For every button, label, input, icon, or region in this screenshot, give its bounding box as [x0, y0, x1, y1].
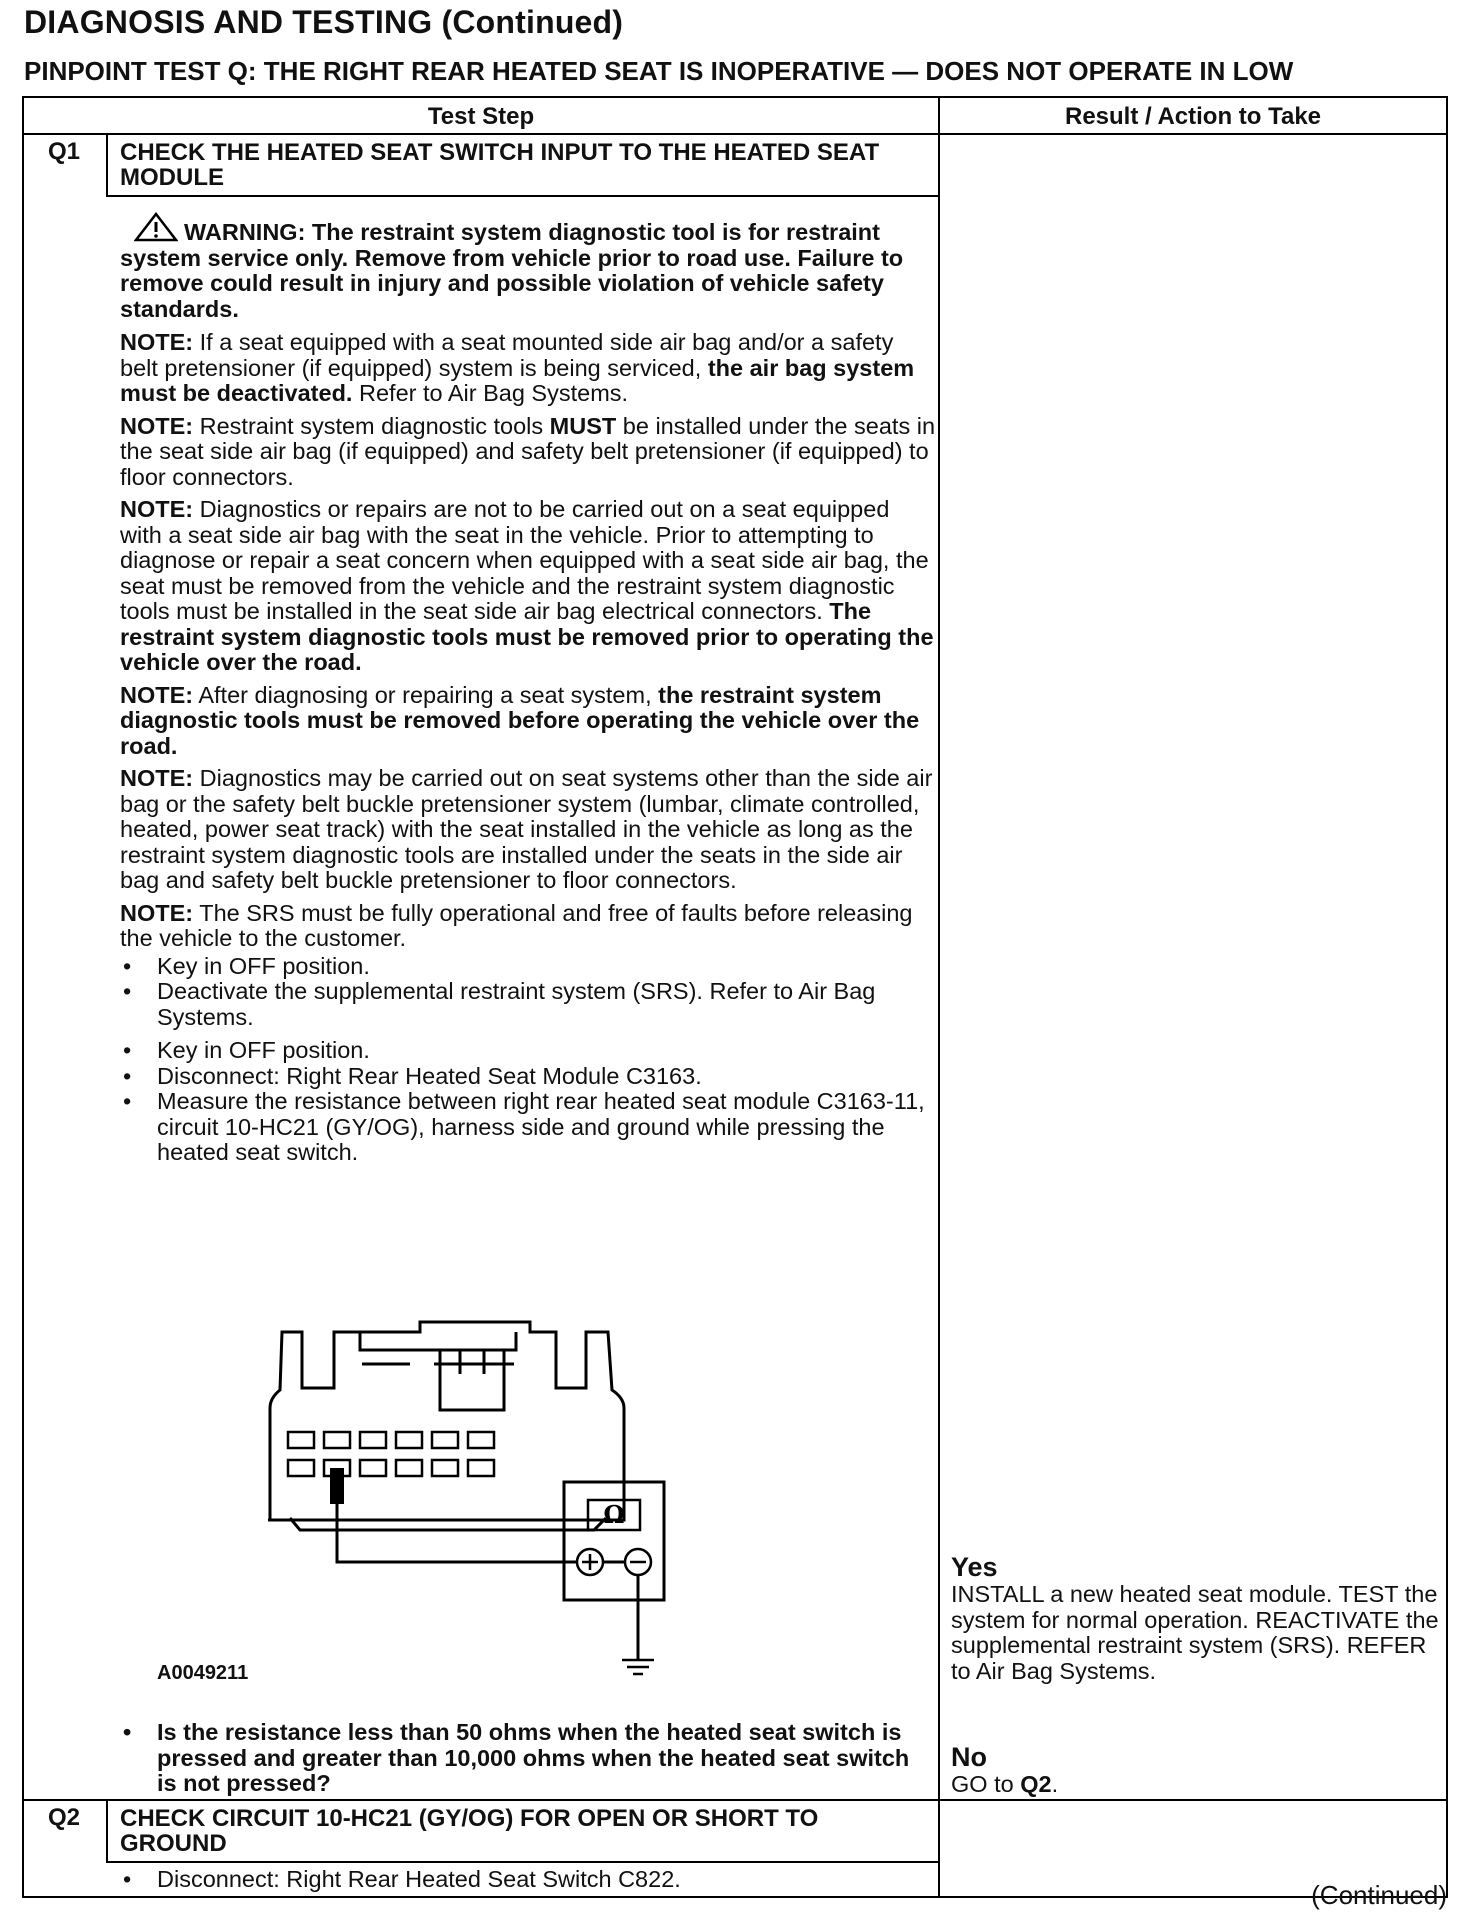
connector-resistance-diagram — [260, 1320, 680, 1680]
ground-symbol-icon — [622, 1575, 654, 1674]
id-column-divider-q2 — [106, 1799, 108, 1862]
result-yes — [951, 1552, 1451, 1684]
result-no — [951, 1742, 1451, 1798]
table-border-bottom — [22, 1896, 1447, 1898]
list-item: • Is the resistance less than 50 ohms when the heated seat switch is pressed and greater than 10,000 ohms when the heated seat switch is not pressed? — [120, 1720, 935, 1797]
goto-q2-link[interactable]: Q2 — [1020, 1771, 1052, 1797]
q1-head-underline — [106, 195, 939, 197]
pinpoint-test-title: PINPOINT TEST Q: THE RIGHT REAR HEATED SEAT IS INOPERATIVE — DOES NOT OPERATE IN LOW — [24, 56, 1294, 86]
q2-top-line — [22, 1799, 1447, 1801]
no-label: No — [951, 1742, 987, 1772]
q1-step-list-b — [120, 1038, 935, 1166]
table-border-top — [22, 96, 1447, 98]
note-5: NOTE: Diagnostics may be carried out on seat systems other than the side air bag or the safety belt buckle pretensioner system (lumbar, climate controlled, heated, power seat track) with the seat installed in the vehicle as long as the restraint system diagnostic tools are installed under the seats in the side air bag and safety belt buckle pretensioner to floor connectors. — [120, 765, 933, 893]
list-item: • Measure the resistance between right rear heated seat module C3163-11, circuit 10-HC21 (GY/OG), harness side and ground while pressing the heated seat switch. — [120, 1089, 935, 1166]
list-item: • Deactivate the supplemental restraint system (SRS). Refer to Air Bag Systems. — [120, 979, 935, 1030]
step-title-q1: CHECK THE HEATED SEAT SWITCH INPUT TO THE HEATED SEAT MODULE — [120, 139, 880, 191]
list-item: • Key in OFF position. — [120, 954, 935, 980]
step-id-q1: Q1 — [47, 138, 80, 165]
list-item: • Disconnect: Right Rear Heated Seat Module C3163. — [120, 1064, 935, 1090]
q1-instructions — [120, 212, 935, 1174]
ohm-symbol: Ω — [603, 1500, 625, 1529]
connector-pins — [288, 1432, 494, 1476]
column-divider — [938, 96, 940, 1898]
page-title: DIAGNOSIS AND TESTING (Continued) — [24, 4, 624, 40]
no-action: GO to Q2. — [951, 1771, 1059, 1797]
list-item: • Key in OFF position. — [120, 1038, 935, 1064]
ohmmeter — [564, 1482, 664, 1600]
step-title-q2: CHECK CIRCUIT 10-HC21 (GY/OG) FOR OPEN OR SHORT TO GROUND — [120, 1805, 819, 1857]
note-4: NOTE: After diagnosing or repairing a seat system, the restraint system diagnostic tools must be removed before operating the vehicle over the road. — [120, 681, 920, 759]
yes-label: Yes — [951, 1552, 998, 1582]
q2-instructions — [120, 1867, 935, 1893]
note-3: NOTE: Diagnostics or repairs are not to be carried out on a seat equipped with a seat side air bag with the seat in the vehicle. Prior to attempting to diagnose or repair a seat concern when equipped with a seat side air bag, the seat must be removed from the vehicle and the restraint system diagnostic tools must be installed in the seat side air bag electrical connectors. The restraint system diagnostic tools must be removed prior to operating the vehicle over the road. — [120, 496, 934, 675]
note-2: NOTE: Restraint system diagnostic tools MUST be installed under the seats in the seat side air bag (if equipped) and safety belt pretensioner (if equipped) to floor connectors. — [120, 412, 936, 490]
q1-question — [120, 1720, 935, 1797]
warning-text: WARNING: The restraint system diagnostic tool is for restraint system service only. Remove from vehicle prior to road use. Failure to remove could result in injury and possible violation of vehicle safety standards. — [120, 219, 904, 322]
column-header-test-step: Test Step — [427, 103, 535, 130]
q1-step-list-a — [120, 954, 935, 1031]
table-border-left — [22, 96, 24, 1898]
column-header-result: Result / Action to Take — [1064, 103, 1322, 130]
list-item: • Disconnect: Right Rear Heated Seat Switch C822. — [120, 1867, 935, 1893]
figure-id: A0049211 — [157, 1662, 249, 1684]
yes-action: INSTALL a new heated seat module. TEST the system for normal operation. REACTIVATE the supplemental restraint system (SRS). REFER to Air Bag Systems. — [951, 1581, 1439, 1684]
step-id-q2: Q2 — [47, 1804, 80, 1831]
note-1: NOTE: If a seat equipped with a seat mounted side air bag and/or a safety belt pretensioner (if equipped) system is being serviced, the air bag system must be deactivated. Refer to Air Bag Systems. — [120, 329, 915, 406]
note-6: NOTE: The SRS must be fully operational and free of faults before releasing the vehicle to the customer. — [120, 899, 913, 951]
warning-triangle-icon — [134, 212, 178, 242]
connector-outline — [268, 1322, 624, 1530]
continued-footer: (Continued) — [1311, 1880, 1447, 1910]
warning-paragraph — [120, 212, 935, 322]
id-column-divider-q1 — [106, 133, 108, 196]
q2-head-underline — [106, 1861, 939, 1863]
